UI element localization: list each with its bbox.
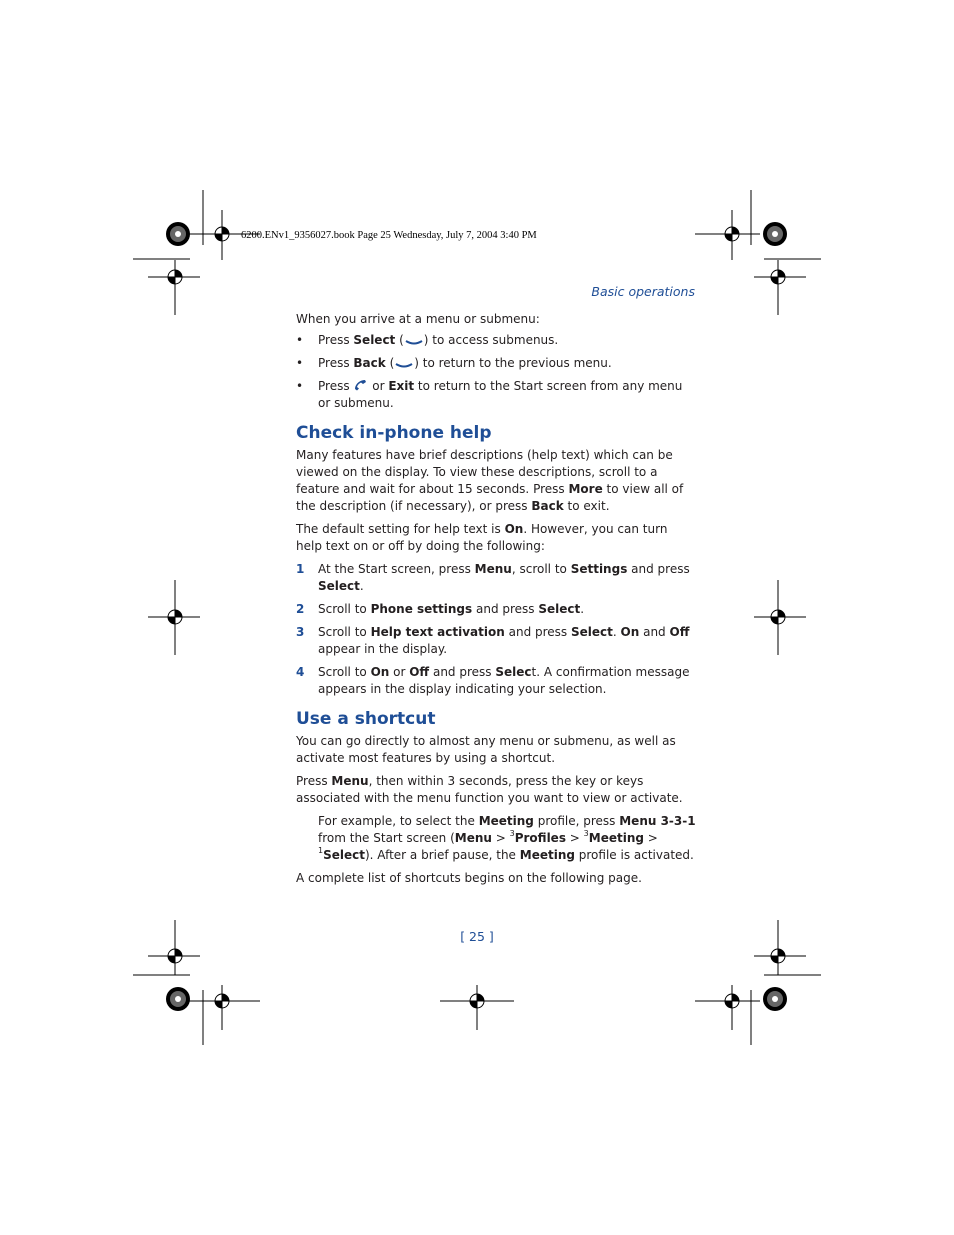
- shortcut-paragraph: You can go directly to almost any menu or submenu, as well as activate most features by using a shortcut.: [296, 734, 676, 765]
- intro-text: When you arrive at a menu or submenu:: [296, 312, 540, 326]
- step-item: 1 At the Start screen, press Menu, scroll to Settings and press Select.: [296, 562, 690, 593]
- starburst-target-icon: [166, 222, 787, 1011]
- list-item: • Press Select ( ) to access submenus.: [296, 333, 559, 347]
- shortcut-example: For example, to select the Meeting profile, press Menu 3-3-1 from the Start screen (Menu > $^3$Profiles > $^3$Meeting > $^1$Select). After a brief pause, the Meeting profile is activated.: [318, 814, 696, 862]
- list-item: • Press Back ( ) to return to the previous menu.: [296, 356, 612, 370]
- closing-text: A complete list of shortcuts begins on the following page.: [296, 871, 642, 885]
- step-item: 3 Scroll to Help text activation and press Select. On and Off appear in the display.: [296, 625, 690, 656]
- bullet-icon: •: [296, 356, 304, 370]
- bullet-icon: •: [296, 333, 304, 347]
- step-number: 1: [296, 562, 305, 576]
- shortcut-press-paragraph: Press Menu, then within 3 seconds, press the key or keys associated with the menu function you want to view or activate.: [296, 774, 683, 805]
- step-number: 4: [296, 665, 305, 679]
- help-paragraph: Many features have brief descriptions (help text) which can be viewed on the display. To view these descriptions, scroll to a feature and wait for about 15 seconds. Press More to view all of the description (if necessary), or press Back to exit.: [296, 448, 684, 513]
- list-item: • Press or Exit to return to the Start screen from any menu or submenu.: [296, 379, 683, 410]
- help-default-paragraph: The default setting for help text is On. However, you can turn help text on or off by doing the following:: [296, 522, 668, 553]
- section-heading-help: Check in-phone help: [296, 423, 492, 443]
- step-item: 4 Scroll to On or Off and press Select. A confirmation message appears in the display indicating your selection.: [296, 665, 690, 696]
- print-slug: 6200.ENv1_9356027.book Page 25 Wednesday, July 7, 2004 3:40 PM: [241, 230, 537, 241]
- step-item: 2 Scroll to Phone settings and press Select.: [296, 602, 585, 616]
- running-header: Basic operations: [591, 284, 695, 299]
- registration-mark-icon: [168, 227, 785, 1008]
- crop-mark-icon: [133, 190, 821, 259]
- section-heading-shortcut: Use a shortcut: [296, 709, 436, 729]
- page-number: [ 25 ]: [460, 929, 494, 944]
- bullet-icon: •: [296, 379, 304, 393]
- step-number: 3: [296, 625, 305, 639]
- step-number: 2: [296, 602, 305, 616]
- registration-mark-icon: [148, 210, 806, 1030]
